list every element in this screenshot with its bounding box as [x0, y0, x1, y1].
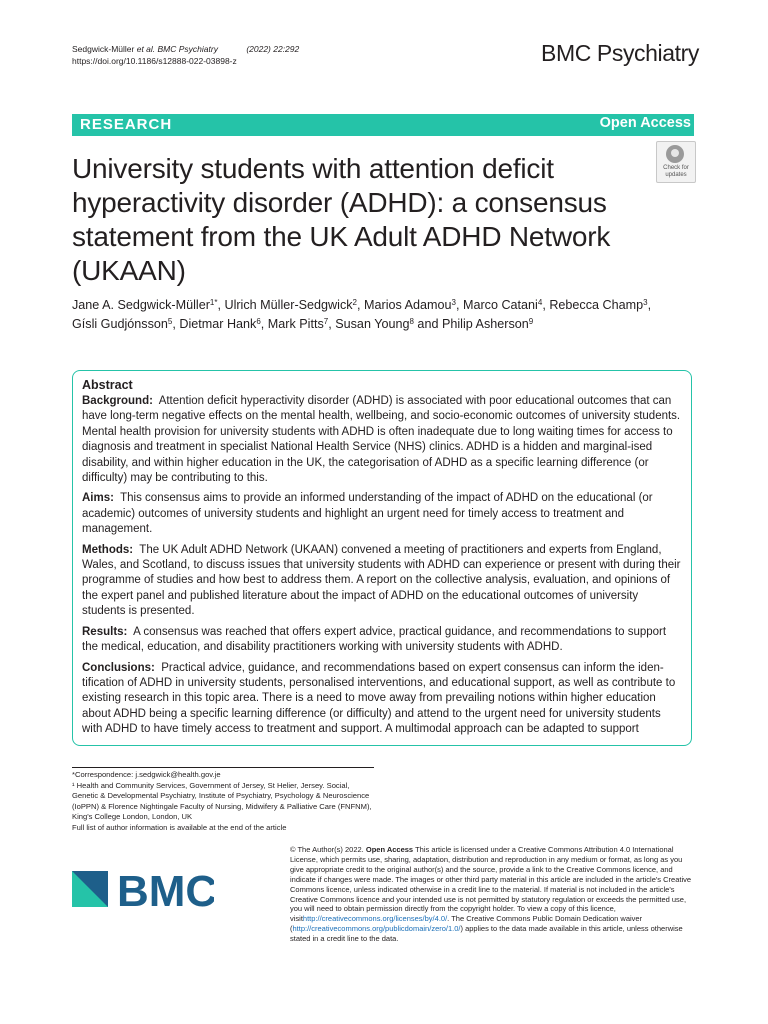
doi-link[interactable]: https://doi.org/10.1186/s12888-022-03898-z: [72, 56, 237, 66]
bmc-logo: [72, 871, 214, 916]
cc-by-link[interactable]: http://creativecommons.org/licenses/by/4.0/: [302, 914, 448, 924]
open-access-label: Open Access: [599, 115, 691, 131]
aims-text: This consensus aims to provide an informed understanding of the impact of ADHD on the educational (or academic) outcomes of university students and highlight an urgent need for timely access to treatment and management.: [82, 492, 653, 536]
author-name: Mark Pitts: [267, 317, 324, 331]
author-affiliation-marker: 7: [323, 317, 329, 326]
abstract-conclusions: [82, 661, 682, 738]
license-statement: [290, 845, 695, 944]
aims-label: Aims:: [82, 492, 114, 505]
author-separator: ,: [217, 298, 225, 312]
author-name: Dietmar Hank: [179, 317, 257, 331]
article-title: University students with attention deficit hyperactivity disorder (ADHD): a consensus statement from the UK Adult ADHD Network (UKAAN): [72, 153, 611, 286]
author-name: Marios Adamou: [364, 298, 452, 312]
author-separator: ,: [455, 298, 463, 312]
affiliation-1: ¹ Health and Community Services, Government of Jersey, St Helier, Jersey. Social, Genetic & Developmental Psychiatry, Institute of Psychiatry, Psychology & Neuroscience (IoPPN) & Florence Nightingale Faculty of Nursing, Midwifery & Palliative Care (FNFNM), King's College London, London, UK: [72, 780, 372, 822]
conclusions-text: Practical advice, guidance, and recommendations based on expert consensus can inform the iden-tification of ADHD in university students, personalised interventions, and educational support, as well as contribute to existing research in this topic area. There is a need to move away from prevailing notions within higher education about ADHD being a specific learning difference (or difficulty) and attend to the urgent need for university students with ADHD to have timely access to treatment and support. A multimodal approach can be adapted to support: [82, 661, 676, 736]
author-affiliation-marker: 1*: [209, 298, 218, 307]
author-name: Philip Asherson: [441, 317, 529, 331]
citation-year: (2022) 22:292: [246, 44, 300, 54]
abstract-aims: [82, 491, 682, 537]
conclusions-label: Conclusions:: [82, 661, 155, 674]
author-affiliation-marker: 4: [537, 298, 543, 307]
footnotes: [72, 770, 372, 834]
results-label: Results:: [82, 625, 128, 638]
correspondence-email[interactable]: *Correspondence: j.sedgwick@health.gov.je: [72, 770, 221, 779]
author-separator: ,: [260, 317, 268, 331]
cc0-link[interactable]: http://creativecommons.org/publicdomain/zero/1.0/: [292, 924, 461, 934]
citation-header: [72, 43, 299, 67]
author-name: Gísli Gudjónsson: [72, 317, 168, 331]
author-name: Ulrich Müller-Sedgwick: [224, 298, 353, 312]
author-affiliation-marker: 2: [352, 298, 357, 307]
abstract-box: [72, 370, 692, 746]
check-for-updates-button[interactable]: [656, 141, 696, 183]
author-affiliation-marker: 8: [409, 317, 414, 326]
citation-authors: Sedgwick-Müller: [72, 44, 137, 54]
author-separator: and: [413, 317, 442, 331]
abstract-background: [82, 394, 682, 486]
journal-name: BMC Psychiatry: [541, 40, 699, 66]
author-affiliation-marker: 3: [643, 298, 648, 307]
abstract-heading: Abstract: [82, 378, 133, 392]
check-updates-icon: [666, 145, 684, 163]
author-affiliation-marker: 6: [256, 317, 261, 326]
author-name: Jane A. Sedgwick-Müller: [72, 298, 210, 312]
author-affiliation-marker: 5: [167, 317, 173, 326]
author-name: Susan Young: [335, 317, 410, 331]
license-text-3: ) applies to the data made available in this article, unless otherwise stated in a credit line to the data.: [290, 924, 683, 944]
background-label: Background:: [82, 395, 153, 407]
author-separator: ,: [172, 317, 180, 331]
methods-text: The UK Adult ADHD Network (UKAAN) convened a meeting of practitioners and experts from England, Wales, and Scotland, to discuss issues that university students with ADHD can experience or present with during their programme of studies and how best to address them. A report on the collective analysis, evaluation, and opinions of the expert panel and published literature about the impact of ADHD on the educational outcomes of university students is presented.: [82, 543, 681, 618]
author-separator: ,: [542, 298, 550, 312]
results-text: A consensus was reached that offers expert advice, practical guidance, and recommendations to support the medical, education, and disability practitioners working with university students with ADHD.: [82, 625, 667, 654]
author-name: Marco Catani: [462, 298, 538, 312]
license-text-1: This article is licensed under a Creative Commons Attribution 4.0 International License, which permits use, sharing, adaptation, distribution and reproduction in any medium or format, as long as you give appropriate credit to the original author(s) and the source, provide a link to the Creative Commons licence, and indicate if changes were made. The images or other third party material in this article are included in the article's Creative Commons licence, unless indicated otherwise in a credit line to the material. If material is not included in the article's Creative Commons licence and your intended use is not permitted by statutory regulation or exceeds the permitted use, you will need to obtain permission directly from the copyright holder. To view a copy of this licence, visit: [290, 845, 692, 924]
bmc-logo-text: BMC: [117, 871, 214, 911]
author-affiliation-marker: 3: [451, 298, 456, 307]
check-updates-line1: Check for: [663, 165, 689, 171]
footnote-divider: [72, 767, 374, 768]
citation-journal: et al. BMC Psychiatry: [136, 44, 218, 54]
abstract-methods: [82, 543, 682, 620]
license-text-2: . The Creative Commons Public Domain Dedication waiver (: [290, 914, 643, 934]
copyright-text: © The Author(s) 2022.: [290, 845, 364, 854]
article-type-banner: [72, 114, 694, 136]
author-separator: ,: [328, 317, 336, 331]
author-separator: ,: [647, 298, 652, 312]
background-text: Attention deficit hyperactivity disorder (ADHD) is associated with poor educational outcomes that can have long-term negative effects on the mental health, wellbeing, and socio-economic outcomes of university students. Mental health provision for university students with ADHD is often inadequate due to long waiting times for access to diagnosis and treatment in specialist National Health Service (NHS) clinics. ADHD is a hidden and marginal-ised disability, and within higher education in the UK, the categorisation of ADHD as a specific learning difference (or difficulty) may be contributing to this.: [82, 395, 681, 485]
abstract-results: [82, 625, 682, 656]
check-updates-line2: updates: [665, 172, 687, 178]
author-list: [72, 296, 694, 334]
license-open-access: Open Access: [365, 845, 414, 854]
author-separator: ,: [357, 298, 364, 312]
article-type-label: RESEARCH: [80, 116, 173, 133]
author-name: Rebecca Champ: [549, 298, 644, 312]
methods-label: Methods:: [82, 543, 134, 556]
author-affiliation-marker: 9: [528, 317, 534, 326]
bmc-logo-mark: [72, 871, 214, 911]
full-author-info-note: Full list of author information is available at the end of the article: [72, 822, 287, 832]
